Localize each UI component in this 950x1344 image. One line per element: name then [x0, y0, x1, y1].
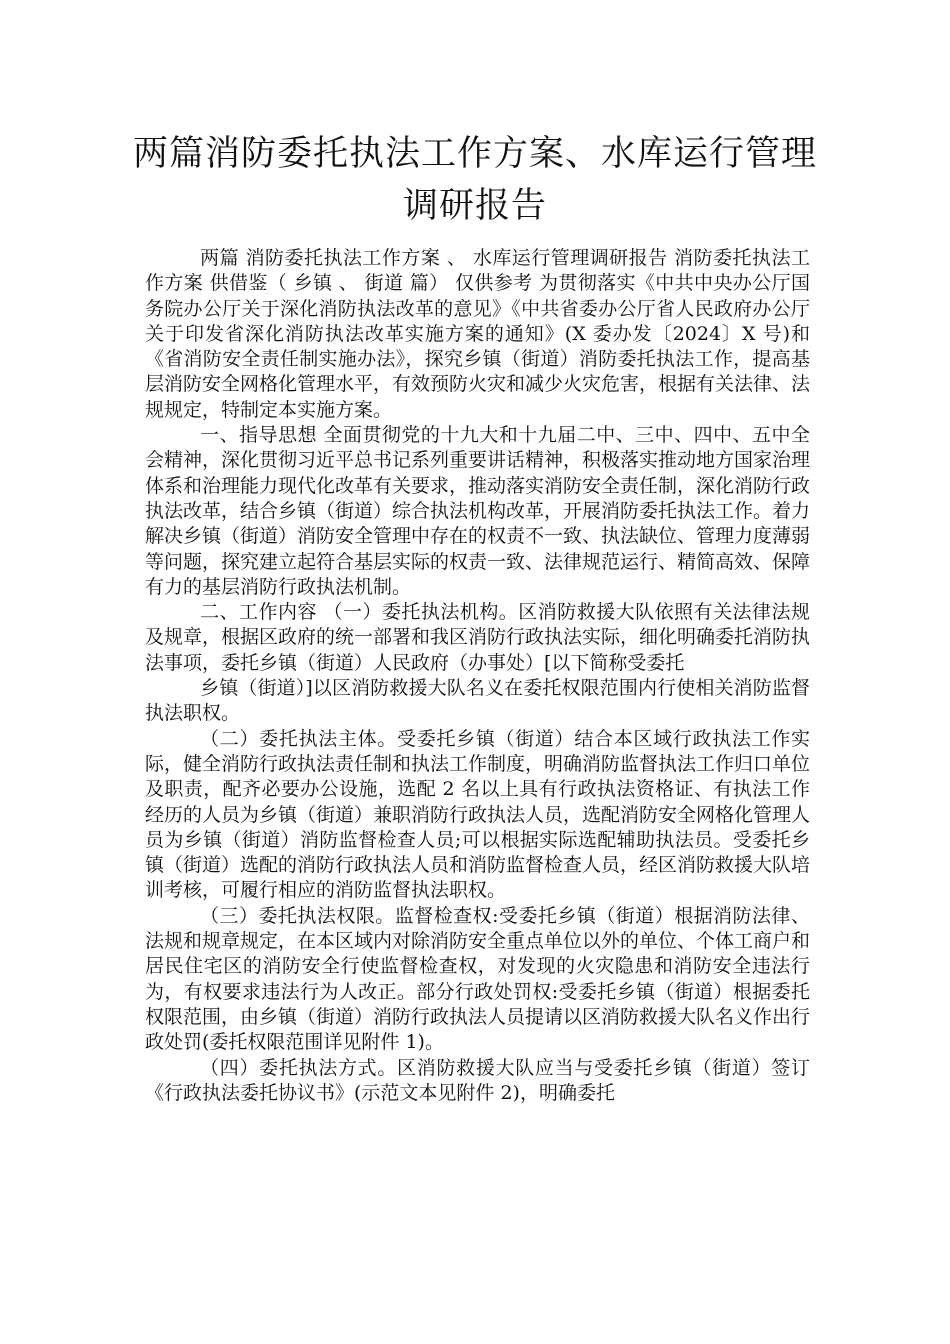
paragraph-intro: 两篇 消防委托执法工作方案 、 水库运行管理调研报告 消防委托执法工作方案 供借鉴（ 乡镇 、 街道 篇） 仅供参考 为贯彻落实《中共中央办公厅国务院办公厅关于深化消防执法改革的意见》《中共省委办公厅省人民政府办公厅关于印发省深化消防执法改革实施方案的通知》(X 委办发〔2024〕X 号)和《省消防安全责任制实施办法》，探究乡镇（街道）消防委托执法工作，提高基层消防安全网格化管理水平，有效预防火灾和减少火灾危害，根据有关法律、法规规定，特制定本实施方案。	[145, 247, 811, 421]
document-body	[145, 246, 810, 1106]
paragraph-guiding-ideology: 一、指导思想 全面贯彻党的十九大和十九届二中、三中、四中、五中全会精神，深化贯彻习近平总书记系列重要讲话精神，积极落实推动地方国家治理体系和治理能力现代化改革有关要求，推动落实消防安全责任制，深化消防行政执法改革，结合乡镇（街道）综合执法机构改革，开展消防委托执法工作。着力解决乡镇（街道）消防安全管理中存在的权责不一致、执法缺位、管理力度薄弱等问题，探究建立起符合基层实际的权责一致、法律规范运行、精简高效、保障有力的基层消防行政执法机制。	[145, 424, 811, 598]
paragraph-entrusted-subject: （二）委托执法主体。受委托乡镇（街道）结合本区域行政执法工作实际，健全消防行政执法责任制和执法工作制度，明确消防监督执法工作归口单位及职责，配齐必要办公设施，选配 2 名以上具有行政执法资格证、有执法工作经历的人员为乡镇（街道）兼职消防行政执法人员，选配消防安全网格化管理人员为乡镇（街道）消防监督检查人员;可以根据实际选配辅助执法员。受委托乡镇（街道）选配的消防行政执法人员和消防监督检查人员，经区消防救援大队培训考核，可履行相应的消防监督执法职权。	[145, 727, 811, 902]
paragraph-entrustment-method: （四）委托执法方式。区消防救援大队应当与受委托乡镇（街道）签订《行政执法委托协议书》(示范文本见附件 2)，明确委托	[145, 1056, 810, 1104]
paragraph-work-content: 二、工作内容 （一）委托执法机构。区消防救援大队依照有关法律法规及规章，根据区政府的统一部署和我区消防行政执法实际，细化明确委托消防执法事项，委托乡镇（街道）人民政府（办事处）[以下简称受委托	[145, 601, 811, 674]
paragraph-work-content-continued: 乡镇（街道）]以区消防救援大队名义在委托权限范围内行使相关消防监督执法职权。	[145, 677, 810, 725]
paragraph-entrusted-authority: （三）委托执法权限。监督检查权:受委托乡镇（街道）根据消防法律、法规和规章规定，在本区域内对除消防安全重点单位以外的单位、个体工商户和居民住宅区的消防安全行使监督检查权，对发现的火灾隐患和消防安全违法行为，有权要求违法行为人改正。部分行政处罚权:受委托乡镇（街道）根据委托权限范围，由乡镇（街道）消防行政执法人员提请以区消防救援大队名义作出行政处罚(委托权限范围详见附件 1)。	[145, 904, 811, 1054]
document-title: 两篇消防委托执法工作方案、水库运行管理调研报告	[132, 134, 817, 226]
